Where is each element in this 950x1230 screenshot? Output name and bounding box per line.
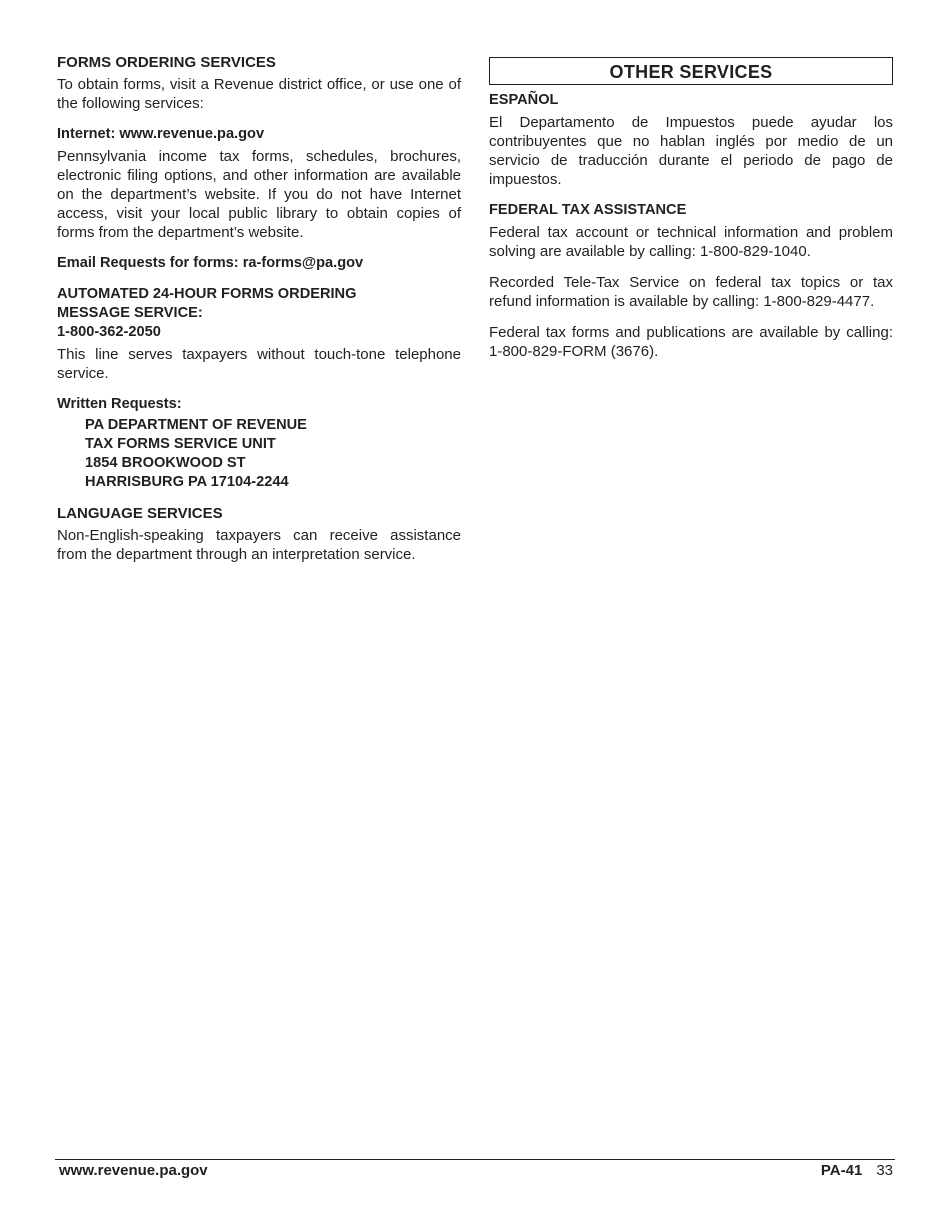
written-requests-heading: Written Requests: <box>57 396 182 412</box>
language-services-heading: LANGUAGE SERVICES <box>57 505 223 522</box>
federal-tax-paragraph: Federal tax account or technical information and problem solving are available by calling: 1-800-829-1040. <box>489 224 893 260</box>
federal-tax-paragraph: Recorded Tele-Tax Service on federal tax topics or tax refund information is available by calling: 1-800-829-4477. <box>489 274 893 310</box>
mailing-address <box>85 416 461 492</box>
address-line: PA DEPARTMENT OF REVENUE <box>85 417 307 433</box>
automated-phone: 1-800-362-2050 <box>57 324 161 340</box>
federal-tax-paragraph: Federal tax forms and publications are available by calling: 1-800-829-FORM (3676). <box>489 324 893 360</box>
footer-divider <box>55 1159 895 1160</box>
footer-form-id: PA-41 <box>820 1162 863 1179</box>
footer-page-number: 33 <box>876 1162 893 1179</box>
internet-body: Pennsylvania income tax forms, schedules, brochures, electronic filing options, and other information are available on the department’s website. If you do not have Internet access, visit your local public library to obtain copies of forms from the department’s website. <box>57 148 461 241</box>
federal-tax-heading: FEDERAL TAX ASSISTANCE <box>489 202 687 218</box>
footer-website: www.revenue.pa.gov <box>59 1162 208 1179</box>
address-line: 1854 BROOKWOOD ST <box>85 455 246 471</box>
language-services-body: Non-English-speaking taxpayers can receive assistance from the department through an interpretation service. <box>57 527 461 563</box>
internet-heading: Internet: www.revenue.pa.gov <box>57 126 265 142</box>
email-heading: Email Requests for forms: ra-forms@pa.gov <box>57 255 364 271</box>
espanol-body: El Departamento de Impuestos puede ayudar los contribuyentes que no hablan inglés por medio de un servicio de traducción durante el periodo de pago de impuestos. <box>489 114 893 188</box>
left-column <box>57 53 461 572</box>
automated-heading-line1: AUTOMATED 24-HOUR FORMS ORDERING <box>57 286 357 302</box>
footer-page-info <box>821 1161 893 1180</box>
right-column <box>489 53 893 369</box>
automated-heading-line2: MESSAGE SERVICE: <box>57 305 203 321</box>
address-line: HARRISBURG PA 17104-2244 <box>85 474 289 490</box>
automated-body: This line serves taxpayers without touch-tone telephone service. <box>57 346 461 382</box>
espanol-heading: ESPAÑOL <box>489 92 559 108</box>
address-line: TAX FORMS SERVICE UNIT <box>85 436 276 452</box>
forms-ordering-heading: FORMS ORDERING SERVICES <box>57 54 276 71</box>
other-services-banner: OTHER SERVICES <box>489 57 893 85</box>
forms-ordering-intro: To obtain forms, visit a Revenue district office, or use one of the following services: <box>57 76 461 112</box>
